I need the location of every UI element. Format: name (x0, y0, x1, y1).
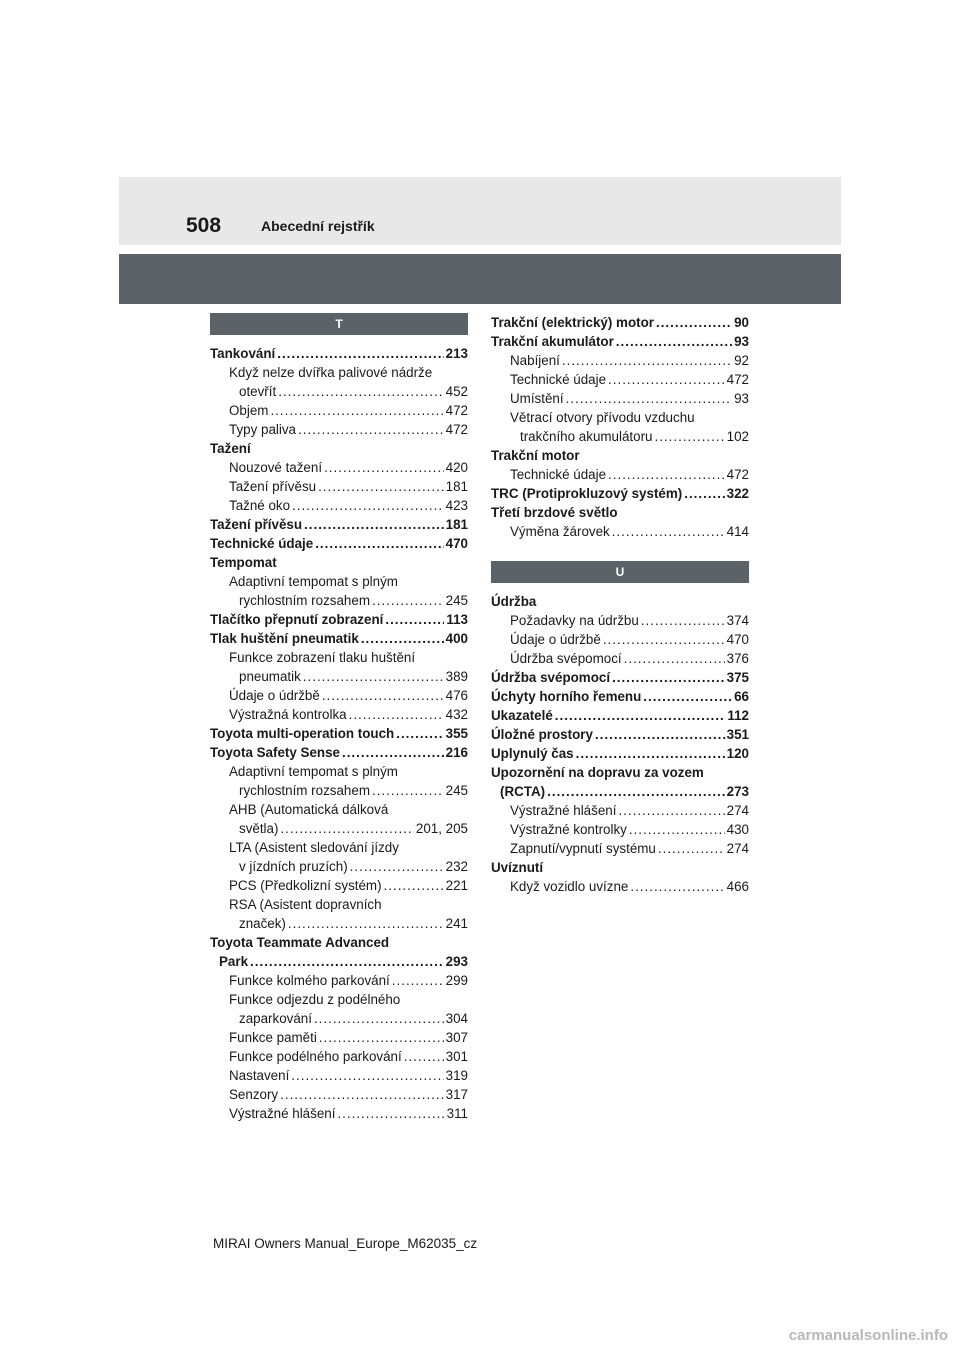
entry-page-number: 304 (445, 1011, 468, 1026)
index-entry (491, 630, 749, 649)
entry-page-number: 307 (445, 1030, 468, 1045)
index-entry (491, 877, 749, 896)
index-entry (210, 610, 468, 629)
entry-page-number: 476 (445, 688, 468, 703)
leader-dots (608, 465, 725, 484)
leader-dots (392, 971, 444, 990)
entry-text: Zapnutí/vypnutí systému (510, 841, 656, 856)
leader-dots (595, 725, 725, 744)
entry-text: Toyota Safety Sense (210, 745, 340, 760)
entry-page-number: 221 (445, 878, 468, 893)
entry-page-number: 400 (445, 631, 468, 646)
index-entry (210, 667, 468, 686)
entry-text: RSA (Asistent dopravních (229, 897, 382, 912)
index-entry (491, 389, 749, 408)
entry-text: Funkce odjezdu z podélného (229, 992, 401, 1007)
index-entry (210, 629, 468, 648)
leader-dots (555, 706, 726, 725)
leader-dots (303, 667, 444, 686)
leader-dots (298, 420, 444, 439)
index-entry (491, 522, 749, 541)
leader-dots (576, 744, 725, 763)
entry-page-number: 355 (445, 726, 468, 741)
entry-text: rychlostním rozsahem (239, 783, 370, 798)
index-entry (210, 458, 468, 477)
entry-page-number: 470 (726, 632, 749, 647)
entry-text: v jízdních pruzích) (239, 859, 348, 874)
index-entry (491, 370, 749, 389)
entry-page-number: 241 (445, 916, 468, 931)
leader-dots (658, 839, 725, 858)
leader-dots (304, 515, 444, 534)
leader-dots (655, 427, 725, 446)
index-entry (210, 477, 468, 496)
entry-page-number: 66 (734, 689, 749, 704)
index-entry (210, 857, 468, 876)
entry-text: Výstražné hlášení (229, 1106, 336, 1121)
index-entry (210, 344, 468, 363)
index-entry (210, 1104, 468, 1123)
entry-text: Když nelze dvířka palivové nádrže (229, 365, 433, 380)
entry-text: Výstražné hlášení (510, 803, 617, 818)
entry-page-number: 245 (445, 783, 468, 798)
entry-text: Objem (229, 403, 269, 418)
index-entry (210, 648, 468, 667)
leader-dots (318, 477, 444, 496)
leader-dots (342, 743, 444, 762)
entry-text: Údržba (491, 594, 537, 609)
entry-text: trakčního akumulátoru (520, 429, 653, 444)
entry-text: Funkce kolmého parkování (229, 973, 390, 988)
leader-dots (372, 781, 444, 800)
entry-page-number: 374 (726, 613, 749, 628)
entry-text: AHB (Automatická dálková (229, 802, 389, 817)
entry-page-number: 92 (734, 353, 749, 368)
leader-dots (618, 801, 724, 820)
index-entry (491, 668, 749, 687)
index-entry (491, 408, 749, 427)
index-entry (210, 382, 468, 401)
entry-text: Třetí brzdové světlo (491, 505, 618, 520)
watermark: carmanualsonline.info (788, 1327, 948, 1344)
entry-page-number: 317 (445, 1087, 468, 1102)
entry-text: Uvíznutí (491, 860, 544, 875)
entry-page-number: 472 (445, 403, 468, 418)
index-column-right (491, 313, 749, 896)
entry-page-number: 466 (726, 879, 749, 894)
leader-dots (322, 686, 444, 705)
leader-dots (314, 1009, 444, 1028)
leader-dots (616, 332, 732, 351)
index-entry (491, 427, 749, 446)
index-entry (210, 420, 468, 439)
index-entry (491, 839, 749, 858)
entry-page-number: 420 (445, 460, 468, 475)
entry-page-number: 472 (726, 467, 749, 482)
leader-dots (562, 351, 732, 370)
entry-text: Technické údaje (210, 536, 314, 551)
entry-text: Nabíjení (510, 353, 560, 368)
leader-dots (278, 382, 443, 401)
entry-text: Tlak huštění pneumatik (210, 631, 359, 646)
entry-page-number: 245 (445, 593, 468, 608)
entry-page-number: 293 (445, 954, 468, 969)
entry-text: otevřít (239, 384, 277, 399)
index-entry (210, 1085, 468, 1104)
entry-page-number: 216 (445, 745, 468, 760)
entry-page-number: 322 (726, 486, 749, 501)
entry-text: Údržba svépomocí (491, 670, 611, 685)
entry-page-number: 423 (445, 498, 468, 513)
index-entry (210, 363, 468, 382)
index-entry (491, 465, 749, 484)
entry-list-t-left (210, 344, 468, 1123)
index-entry (210, 933, 468, 952)
index-entry (210, 990, 468, 1009)
index-entry (210, 762, 468, 781)
entry-text: Nouzové tažení (229, 460, 323, 475)
index-entry (210, 686, 468, 705)
header-band (119, 177, 841, 245)
index-entry (491, 858, 749, 877)
entry-text: LTA (Asistent sledování jízdy (229, 840, 399, 855)
entry-text: Toyota multi-operation touch (210, 726, 395, 741)
leader-dots (385, 610, 444, 629)
entry-text: Nastavení (229, 1068, 290, 1083)
entry-page-number: 414 (726, 524, 749, 539)
entry-text: Trakční akumulátor (491, 334, 614, 349)
index-entry (210, 401, 468, 420)
index-entry (210, 1028, 468, 1047)
entry-page-number: 201, 205 (415, 821, 468, 836)
entry-text: Technické údaje (510, 372, 607, 387)
entry-text: Údržba svépomocí (510, 651, 622, 666)
letter-heading-t: T (210, 313, 468, 335)
index-entry (210, 1009, 468, 1028)
leader-dots (629, 820, 725, 839)
leader-dots (291, 1066, 443, 1085)
leader-dots (612, 668, 725, 687)
index-entry (491, 763, 749, 782)
entry-page-number: 181 (445, 517, 468, 532)
index-entry (210, 1047, 468, 1066)
entry-page-number: 112 (727, 708, 749, 723)
leader-dots (337, 1104, 444, 1123)
leader-dots (566, 389, 733, 408)
index-entry (210, 876, 468, 895)
entry-page-number: 319 (445, 1068, 468, 1083)
leader-dots (608, 370, 725, 389)
entry-text: Adaptivní tempomat s plným (229, 574, 398, 589)
entry-text: TRC (Protiprokluzový systém) (491, 486, 683, 501)
leader-dots (319, 1028, 444, 1047)
entry-page-number: 181 (445, 479, 468, 494)
index-entry (210, 914, 468, 933)
index-entry (210, 971, 468, 990)
letter-heading-u: U (491, 561, 749, 583)
entry-text: Uplynulý čas (491, 746, 574, 761)
index-entry (210, 724, 468, 743)
index-entry (210, 838, 468, 857)
entry-page-number: 472 (726, 372, 749, 387)
section-spacer (491, 541, 749, 561)
entry-text: Park (219, 954, 249, 969)
entry-list-u (491, 592, 749, 896)
index-entry (491, 725, 749, 744)
entry-page-number: 432 (445, 707, 468, 722)
entry-page-number: 90 (734, 315, 749, 330)
index-entry (210, 781, 468, 800)
index-entry (210, 952, 468, 971)
leader-dots (280, 1085, 444, 1104)
entry-text: Trakční motor (491, 448, 580, 463)
index-entry (210, 895, 468, 914)
entry-text: Ukazatelé (491, 708, 553, 723)
entry-text: Adaptivní tempomat s plným (229, 764, 398, 779)
index-entry (491, 611, 749, 630)
footer-text: MIRAI Owners Manual_Europe_M62035_cz (213, 1236, 478, 1251)
entry-text: Tažné oko (229, 498, 291, 513)
entry-page-number: 120 (726, 746, 749, 761)
entry-text: značek) (239, 916, 286, 931)
entry-text: (RCTA) (500, 784, 546, 799)
entry-page-number: 470 (445, 536, 468, 551)
entry-page-number: 376 (726, 651, 749, 666)
entry-text: Tlačítko přepnutí zobrazení (210, 612, 384, 627)
leader-dots (404, 1047, 444, 1066)
leader-dots (250, 952, 444, 971)
entry-text: Úchyty horního řemenu (491, 689, 642, 704)
entry-text: Umístění (510, 391, 564, 406)
entry-text: Údaje o údržbě (229, 688, 320, 703)
index-entry (491, 801, 749, 820)
index-entry (491, 706, 749, 725)
entry-page-number: 274 (726, 841, 749, 856)
entry-text: Požadavky na údržbu (510, 613, 639, 628)
entry-text: Tažení (210, 441, 251, 456)
entry-page-number: 351 (726, 727, 749, 742)
index-entry (210, 439, 468, 458)
index-entry (210, 705, 468, 724)
entry-text: Tempomat (210, 555, 277, 570)
page-number: 508 (186, 214, 222, 237)
index-entry (491, 820, 749, 839)
entry-text: Funkce podélného parkování (229, 1049, 402, 1064)
leader-dots (288, 914, 444, 933)
entry-page-number: 301 (445, 1049, 468, 1064)
entry-text: Když vozidlo uvízne (510, 879, 629, 894)
leader-dots (292, 496, 444, 515)
index-entry (491, 313, 749, 332)
entry-text: Tažení přívěsu (229, 479, 317, 494)
entry-text: Výměna žárovek (510, 524, 610, 539)
leader-dots (384, 876, 444, 895)
index-entry (210, 819, 468, 838)
entry-page-number: 430 (726, 822, 749, 837)
leader-dots (361, 629, 444, 648)
leader-dots (372, 591, 444, 610)
entry-page-number: 452 (445, 384, 468, 399)
index-entry (210, 800, 468, 819)
leader-dots (324, 458, 444, 477)
index-entry (491, 782, 749, 801)
index-entry (210, 591, 468, 610)
entry-text: Typy paliva (229, 422, 296, 437)
entry-page-number: 274 (726, 803, 749, 818)
index-entry (491, 687, 749, 706)
leader-dots (350, 857, 444, 876)
index-entry (210, 496, 468, 515)
leader-dots (641, 611, 725, 630)
leader-dots (277, 344, 443, 363)
index-entry (491, 332, 749, 351)
entry-text: Větrací otvory přívodu vzduchu (510, 410, 695, 425)
index-entry (491, 503, 749, 522)
entry-text: Senzory (229, 1087, 279, 1102)
entry-text: zaparkování (239, 1011, 312, 1026)
entry-text: Tankování (210, 346, 276, 361)
leader-dots (684, 484, 724, 503)
leader-dots (603, 630, 725, 649)
entry-page-number: 113 (446, 612, 468, 627)
entry-list-t-right (491, 313, 749, 541)
entry-text: Úložné prostory (491, 727, 593, 742)
index-entry (210, 572, 468, 591)
entry-text: Funkce paměti (229, 1030, 317, 1045)
leader-dots (630, 877, 724, 896)
index-entry (491, 649, 749, 668)
section-title: Abecední rejstřík (261, 218, 375, 234)
entry-page-number: 375 (726, 670, 749, 685)
entry-page-number: 93 (734, 334, 749, 349)
index-entry (491, 446, 749, 465)
index-entry (491, 744, 749, 763)
entry-page-number: 273 (726, 784, 749, 799)
entry-text: Funkce zobrazení tlaku huštění (229, 650, 416, 665)
index-entry (491, 484, 749, 503)
entry-text: Tažení přívěsu (210, 517, 303, 532)
leader-dots (270, 401, 443, 420)
index-entry (491, 592, 749, 611)
leader-dots (280, 819, 413, 838)
entry-text: Trakční (elektrický) motor (491, 315, 654, 330)
index-entry (210, 553, 468, 572)
entry-text: Upozornění na dopravu za vozem (491, 765, 704, 780)
index-entry (210, 534, 468, 553)
entry-text: rychlostním rozsahem (239, 593, 370, 608)
entry-page-number: 232 (445, 859, 468, 874)
leader-dots (547, 782, 725, 801)
index-entry (210, 743, 468, 762)
entry-page-number: 299 (445, 973, 468, 988)
index-entry (210, 1066, 468, 1085)
index-column-left (210, 313, 468, 1123)
entry-page-number: 389 (445, 669, 468, 684)
leader-dots (612, 522, 725, 541)
entry-text: pneumatik (239, 669, 301, 684)
leader-dots (624, 649, 725, 668)
entry-text: světla) (239, 821, 279, 836)
leader-dots (315, 534, 443, 553)
entry-text: Výstražné kontrolky (510, 822, 627, 837)
leader-dots (643, 687, 732, 706)
entry-text: PCS (Předkolizní systém) (229, 878, 382, 893)
leader-dots (656, 313, 732, 332)
entry-text: Výstražná kontrolka (229, 707, 347, 722)
entry-text: Technické údaje (510, 467, 607, 482)
index-entry (491, 351, 749, 370)
leader-dots (396, 724, 443, 743)
entry-page-number: 472 (445, 422, 468, 437)
entry-text: Toyota Teammate Advanced (210, 935, 390, 950)
index-entry (210, 515, 468, 534)
entry-page-number: 102 (726, 429, 749, 444)
entry-page-number: 311 (446, 1106, 468, 1121)
entry-page-number: 93 (734, 391, 749, 406)
header-dark-band (119, 254, 841, 304)
entry-page-number: 213 (445, 346, 468, 361)
entry-text: Údaje o údržbě (510, 632, 601, 647)
leader-dots (349, 705, 444, 724)
